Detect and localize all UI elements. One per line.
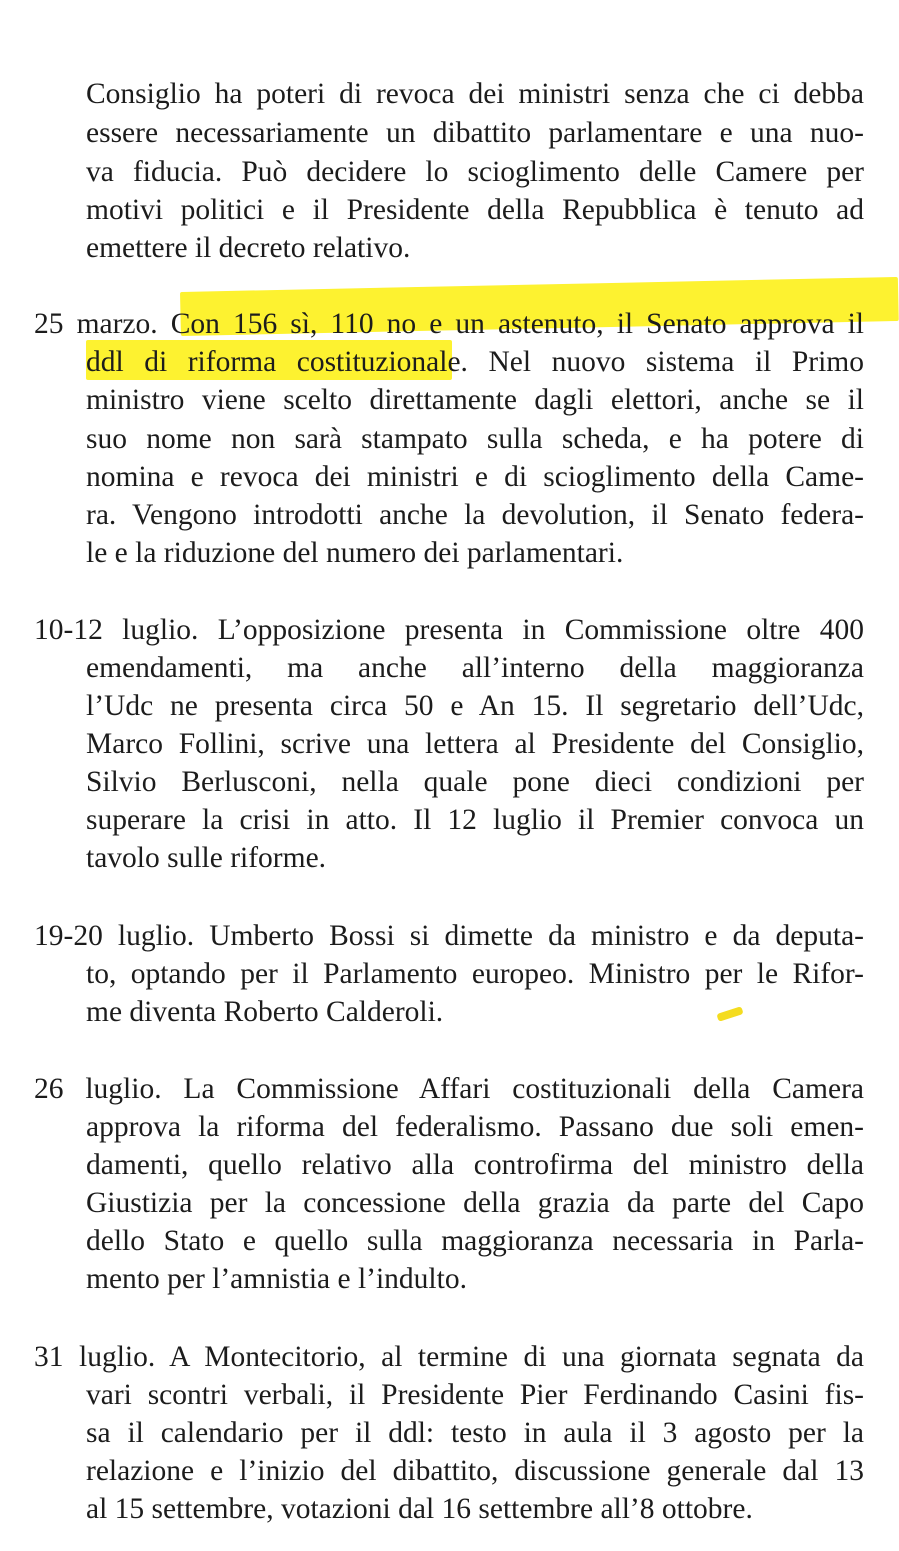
text-line: Consiglio ha poteri di revoca dei ministri senza che ci debba bbox=[86, 78, 864, 110]
text-line: Giustizia per la concessione della grazia da parte del Capo bbox=[86, 1187, 864, 1219]
text-line: mento per l’amnistia e l’indulto. bbox=[86, 1263, 467, 1295]
text-line: emendamenti, ma anche all’interno della maggioranza bbox=[86, 652, 864, 684]
text-line: dello Stato e quello sulla maggioranza necessaria in Parla- bbox=[86, 1225, 864, 1257]
text-line: 26 luglio. La Commissione Affari costituzionali della Camera bbox=[34, 1073, 864, 1105]
text-line: suo nome non sarà stampato sulla scheda, e ha potere di bbox=[86, 423, 864, 455]
text-line: nomina e revoca dei ministri e di scioglimento della Came- bbox=[86, 461, 864, 493]
text-line: 31 luglio. A Montecitorio, al termine di una giornata segnata da bbox=[34, 1341, 864, 1373]
text-line: 19-20 luglio. Umberto Bossi si dimette da ministro e da deputa- bbox=[34, 920, 864, 952]
text-line: emettere il decreto relativo. bbox=[86, 232, 411, 264]
text-line: Marco Follini, scrive una lettera al Presidente del Consiglio, bbox=[86, 728, 864, 760]
text-line: vari scontri verbali, il Presidente Pier Ferdinando Casini fis- bbox=[86, 1379, 864, 1411]
text-line: sa il calendario per il ddl: testo in aula il 3 agosto per la bbox=[86, 1417, 864, 1449]
text-line: me diventa Roberto Calderoli. bbox=[86, 996, 444, 1028]
text-line: Silvio Berlusconi, nella quale pone dieci condizioni per bbox=[86, 766, 864, 798]
text-line: essere necessariamente un dibattito parlamentare e una nuo- bbox=[86, 117, 864, 149]
text-line: ddl di riforma costituzionale. Nel nuovo sistema il Primo bbox=[86, 346, 864, 378]
text-line: ministro viene scelto direttamente dagli elettori, anche se il bbox=[86, 384, 864, 416]
text-line: 25 marzo. Con 156 sì, 110 no e un astenuto, il Senato approva il bbox=[34, 308, 864, 340]
text-line: va fiducia. Può decidere lo scioglimento delle Camere per bbox=[86, 156, 864, 188]
text-line: approva la riforma del federalismo. Passano due soli emen- bbox=[86, 1111, 864, 1143]
text-line: superare la crisi in atto. Il 12 luglio il Premier convoca un bbox=[86, 804, 864, 836]
text-line: damenti, quello relativo alla controfirma del ministro della bbox=[86, 1149, 864, 1181]
text-line: 10-12 luglio. L’opposizione presenta in Commissione oltre 400 bbox=[34, 614, 864, 646]
text-line: relazione e l’inizio del dibattito, discussione generale dal 13 bbox=[86, 1455, 864, 1487]
text-line: l’Udc ne presenta circa 50 e An 15. Il segretario dell’Udc, bbox=[86, 690, 864, 722]
text-line: tavolo sulle riforme. bbox=[86, 842, 327, 874]
text-line: to, optando per il Parlamento europeo. Ministro per le Rifor- bbox=[86, 958, 864, 990]
text-line: al 15 settembre, votazioni dal 16 settembre all’8 ottobre. bbox=[86, 1493, 753, 1525]
text-line: le e la riduzione del numero dei parlamentari. bbox=[86, 537, 624, 569]
text-line: motivi politici e il Presidente della Repubblica è tenuto ad bbox=[86, 194, 864, 226]
text-line: ra. Vengono introdotti anche la devolution, il Senato federa- bbox=[86, 499, 864, 531]
